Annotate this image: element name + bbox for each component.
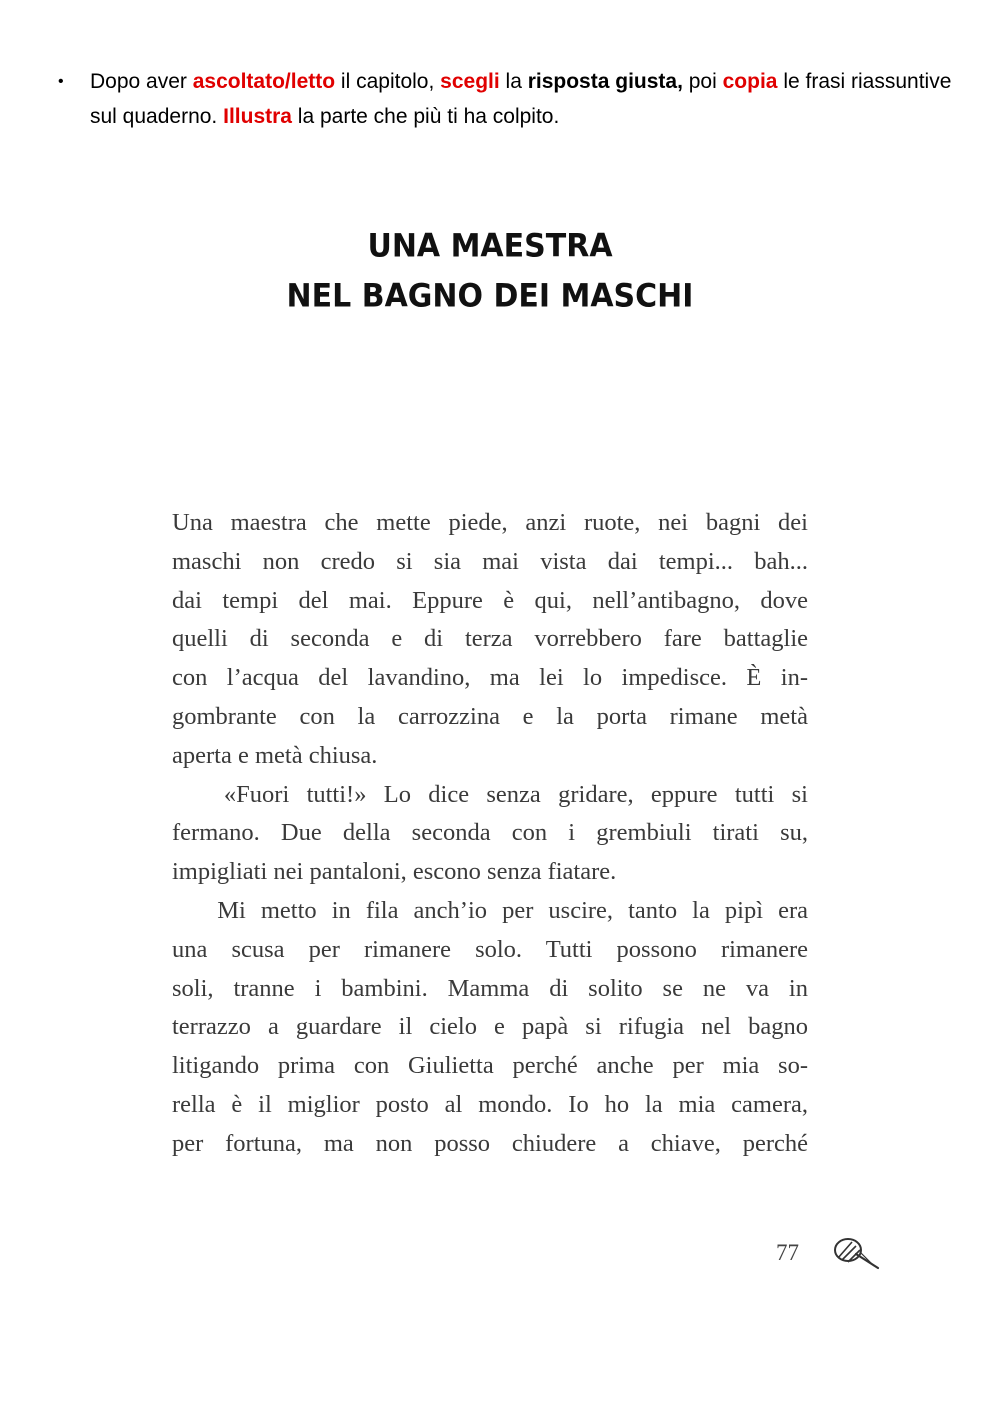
text-line: per fortuna, ma non posso chiudere a chiave, perché: [172, 1129, 808, 1157]
instruction-part: Dopo aver: [90, 70, 193, 93]
text-line: quelli di seconda e di terza vorrebbero fare battaglie: [172, 625, 808, 653]
book-page-text: [172, 504, 808, 1164]
text-line: maschi non credo si sia mai vista dai tempi... bah...: [172, 547, 808, 575]
instruction-part: le frasi riassuntive sul quaderno.: [90, 70, 952, 128]
bold-right-answer: risposta giusta,: [527, 70, 683, 93]
feather-pen-icon: [830, 1232, 882, 1272]
text-line: soli, tranne i bambini. Mamma di solito se ne va in: [172, 974, 808, 1002]
text-line: impigliati nei pantaloni, escono senza fiatare.: [172, 858, 617, 886]
instruction-part: il capitolo,: [335, 70, 441, 93]
text-line: litigando prima con Giulietta perché anche per mia so-: [172, 1052, 808, 1080]
text-line: con l’acqua del lavandino, ma lei lo impedisce. È in-: [172, 664, 808, 692]
text-line: Una maestra che mette piede, anzi ruote, nei bagni dei: [172, 509, 808, 536]
text-line: terrazzo a guardare il cielo e papà si rifugia nel bagno: [172, 1013, 808, 1041]
chapter-title: [170, 222, 810, 322]
instruction-part: la: [499, 70, 528, 93]
chapter-title-line-1: UNA MAESTRA: [367, 227, 613, 266]
text-line: Mi metto in fila anch’io per uscire, tanto la pipì era: [172, 896, 808, 924]
instruction-item: [58, 64, 968, 134]
text-line: dai tempi del mai. Eppure è qui, nell’antibagno, dove: [172, 586, 808, 614]
text-line: «Fuori tutti!» Lo dice senza gridare, eppure tutti si: [172, 780, 808, 808]
chapter-title-line-2: NEL BAGNO DEI MASCHI: [286, 277, 694, 316]
highlight-choose: scegli: [440, 70, 500, 93]
text-line: fermano. Due della seconda con i grembiuli tirati su,: [172, 819, 808, 847]
instruction-text: [90, 64, 968, 134]
page-number: 77: [776, 1240, 799, 1265]
text-line: gombrante con la carrozzina e la porta rimane metà: [172, 702, 808, 730]
highlight-listen-read: ascoltato/letto: [192, 70, 336, 93]
text-line: aperta e metà chiusa.: [172, 741, 378, 769]
highlight-copy: copia: [722, 70, 778, 93]
instruction-part: la parte che più ti ha colpito.: [291, 105, 560, 128]
text-line: rella è il miglior posto al mondo. Io ho la mia camera,: [172, 1090, 808, 1118]
highlight-illustrate: Illustra: [223, 105, 292, 128]
instruction-part: poi: [682, 70, 723, 93]
text-line: una scusa per rimanere solo. Tutti possono rimanere: [172, 935, 808, 963]
bullet-icon: •: [58, 73, 64, 90]
